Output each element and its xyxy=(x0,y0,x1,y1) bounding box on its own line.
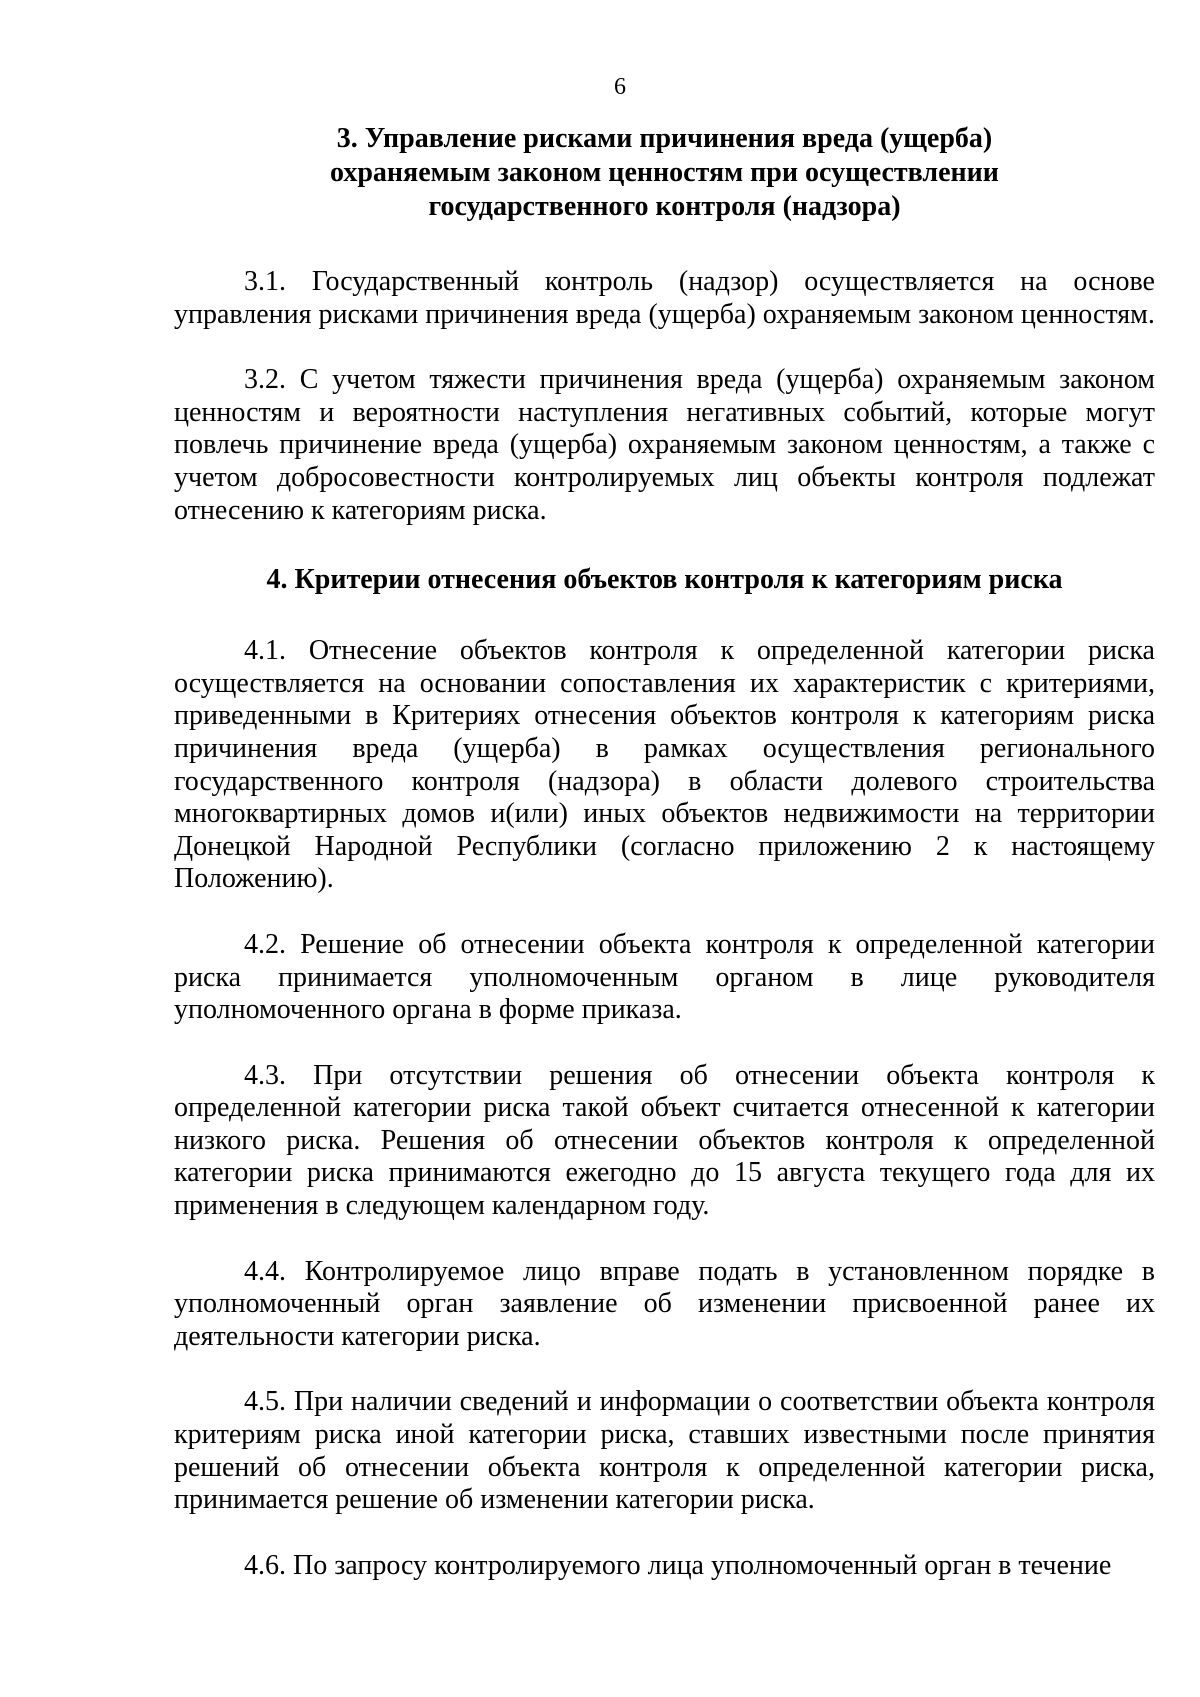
paragraph-4-2: 4.2. Решение об отнесении объекта контроля к определенной категории риска принимается уполномоченным органом в лице руководителя уполномоченного органа в форме приказа. xyxy=(174,928,1155,1026)
page-number: 6 xyxy=(614,74,626,100)
paragraph-3-1: 3.1. Государственный контроль (надзор) осуществляется на основе управления рисками причинения вреда (ущерба) охраняемым законом ценностям. xyxy=(174,266,1155,330)
paragraph-4-1: 4.1. Отнесение объектов контроля к определенной категории риска осуществляется на основании сопоставления их характеристик с критериями, приведенными в Критериях отнесения объектов контроля к категориям риска причинения вреда (ущерба) в рамках осуществления регионального государственного контроля (надзора) в области долевого строительства многоквартирных домов и(или) иных объектов недвижимости на территории Донецкой Народной Республики (согласно приложению 2 к настоящему Положению). xyxy=(174,635,1155,895)
section-4-heading: 4. Критерии отнесения объектов контроля к категориям риска xyxy=(266,564,1063,596)
paragraph-4-4: 4.4. Контролируемое лицо вправе подать в установленном порядке в уполномоченный орган заявление об изменении присвоенной ранее их деятельности категории риска. xyxy=(174,1255,1155,1352)
section-3-heading-line: 3. Управление рисками причинения вреда (ущерба) xyxy=(336,123,993,154)
section-3-heading-line: охраняемым законом ценностям при осуществлении xyxy=(330,157,999,188)
section-3-heading-line: государственного контроля (надзора) xyxy=(428,191,901,222)
paragraph-4-6: 4.6. По запросу контролируемого лица уполномоченный орган в течение xyxy=(244,1549,1112,1581)
section-3-heading xyxy=(174,122,1155,224)
document-body xyxy=(174,122,1155,1582)
paragraph-4-5: 4.5. При наличии сведений и информации о соответствии объекта контроля критериям риска иной категории риска, ставших известными после принятия решений об отнесении объекта контроля к определенной категории риска, принимается решение об изменении категории риска. xyxy=(174,1386,1155,1516)
paragraph-3-2: 3.2. С учетом тяжести причинения вреда (ущерба) охраняемым законом ценностям и вероятности наступления негативных событий, которые могут повлечь причинение вреда (ущерба) охраняемым законом ценностям, а также с учетом добросовестности контролируемых лиц объекты контроля подлежат отнесению к категориям риска. xyxy=(174,364,1155,526)
paragraph-4-3: 4.3. При отсутствии решения об отнесении объекта контроля к определенной категории риска такой объект считается отнесенной к категории низкого риска. Решения об отнесении объектов контроля к определенной категории риска принимаются ежегодно до 15 августа текущего года для их применения в следующем календарном году. xyxy=(174,1059,1155,1222)
